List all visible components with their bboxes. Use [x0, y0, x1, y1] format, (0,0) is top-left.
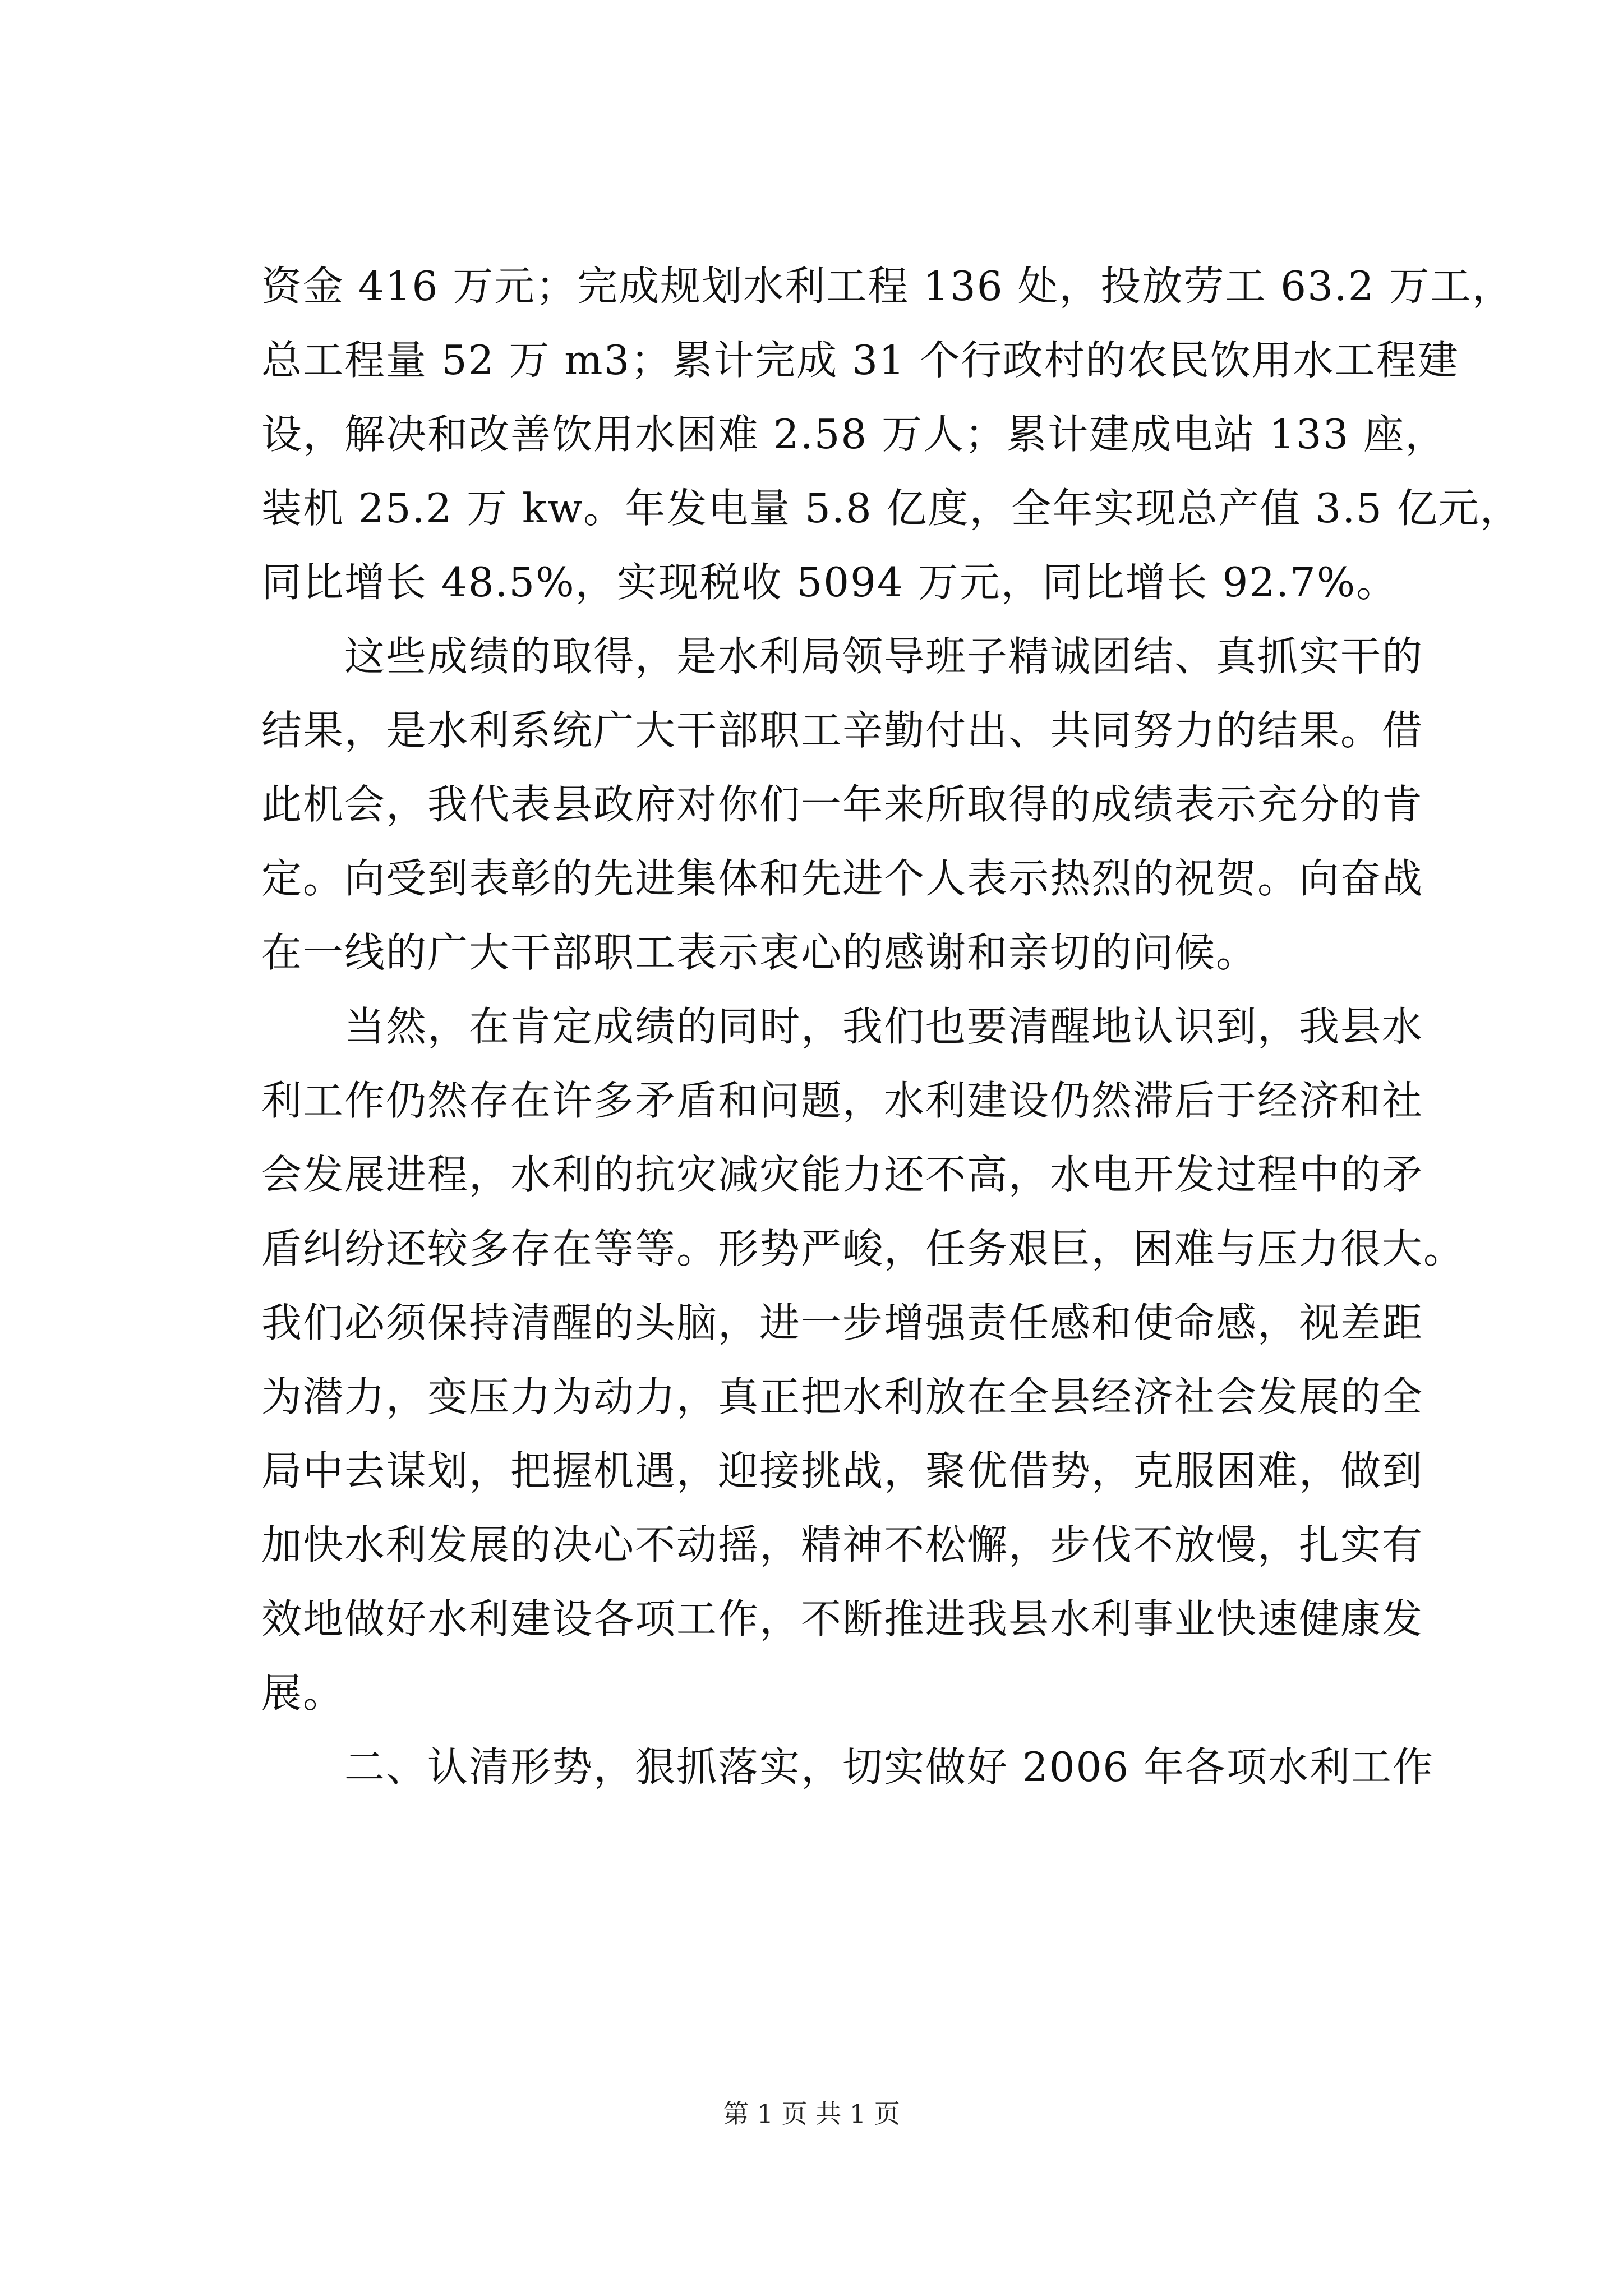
text-line: 利工作仍然存在许多矛盾和问题，水利建设仍然滞后于经济和社: [261, 1077, 1424, 1124]
page-number: 第 1 页 共 1 页: [723, 2099, 900, 2129]
text-line: 设，解决和改善饮用水困难 2.58 万人；累计建成电站 133 座，: [261, 411, 1447, 458]
text-line: 同比增长 48.5%，实现税收 5094 万元，同比增长 92.7%。: [261, 559, 1398, 606]
text-line: 二、认清形势，狠抓落实，切实做好 2006 年各项水利工作: [261, 1743, 1435, 1791]
text-line: 会发展进程，水利的抗灾减灾能力还不高，水电开发过程中的矛: [261, 1151, 1424, 1198]
text-line: 在一线的广大干部职工表示衷心的感谢和亲切的问候。: [261, 929, 1258, 976]
text-line: 为潜力，变压力为动力，真正把水利放在全县经济社会发展的全: [261, 1373, 1424, 1420]
text-line: 此机会，我代表县政府对你们一年来所取得的成绩表示充分的肯: [261, 781, 1424, 828]
text-line: 定。向受到表彰的先进集体和先进个人表示热烈的祝贺。向奋战: [261, 855, 1424, 902]
text-line: 这些成绩的取得，是水利局领导班子精诚团结、真抓实干的: [261, 633, 1424, 680]
text-line: 盾纠纷还较多存在等等。形势严峻，任务艰巨，困难与压力很大。: [261, 1225, 1465, 1272]
text-line: 资金 416 万元；完成规划水利工程 136 处，投放劳工 63.2 万工，: [261, 263, 1514, 310]
text-line: 我们必须保持清醒的头脑，进一步增强责任感和使命感，视差距: [261, 1299, 1424, 1346]
text-line: 当然，在肯定成绩的同时，我们也要清醒地认识到，我县水: [261, 1003, 1424, 1050]
text-line: 加快水利发展的决心不动摇，精神不松懈，步伐不放慢，扎实有: [261, 1521, 1424, 1568]
text-line: 总工程量 52 万 m3；累计完成 31 个行政村的农民饮用水工程建: [261, 337, 1459, 384]
text-line: 结果，是水利系统广大干部职工辛勤付出、共同努力的结果。借: [261, 707, 1424, 754]
text-line: 局中去谋划，把握机遇，迎接挑战，聚优借势，克服困难，做到: [261, 1447, 1424, 1494]
text-line: 装机 25.2 万 kw。年发电量 5.8 亿度，全年实现总产值 3.5 亿元，: [261, 485, 1521, 532]
text-line: 效地做好水利建设各项工作，不断推进我县水利事业快速健康发: [261, 1595, 1424, 1642]
text-line: 展。: [261, 1669, 345, 1717]
